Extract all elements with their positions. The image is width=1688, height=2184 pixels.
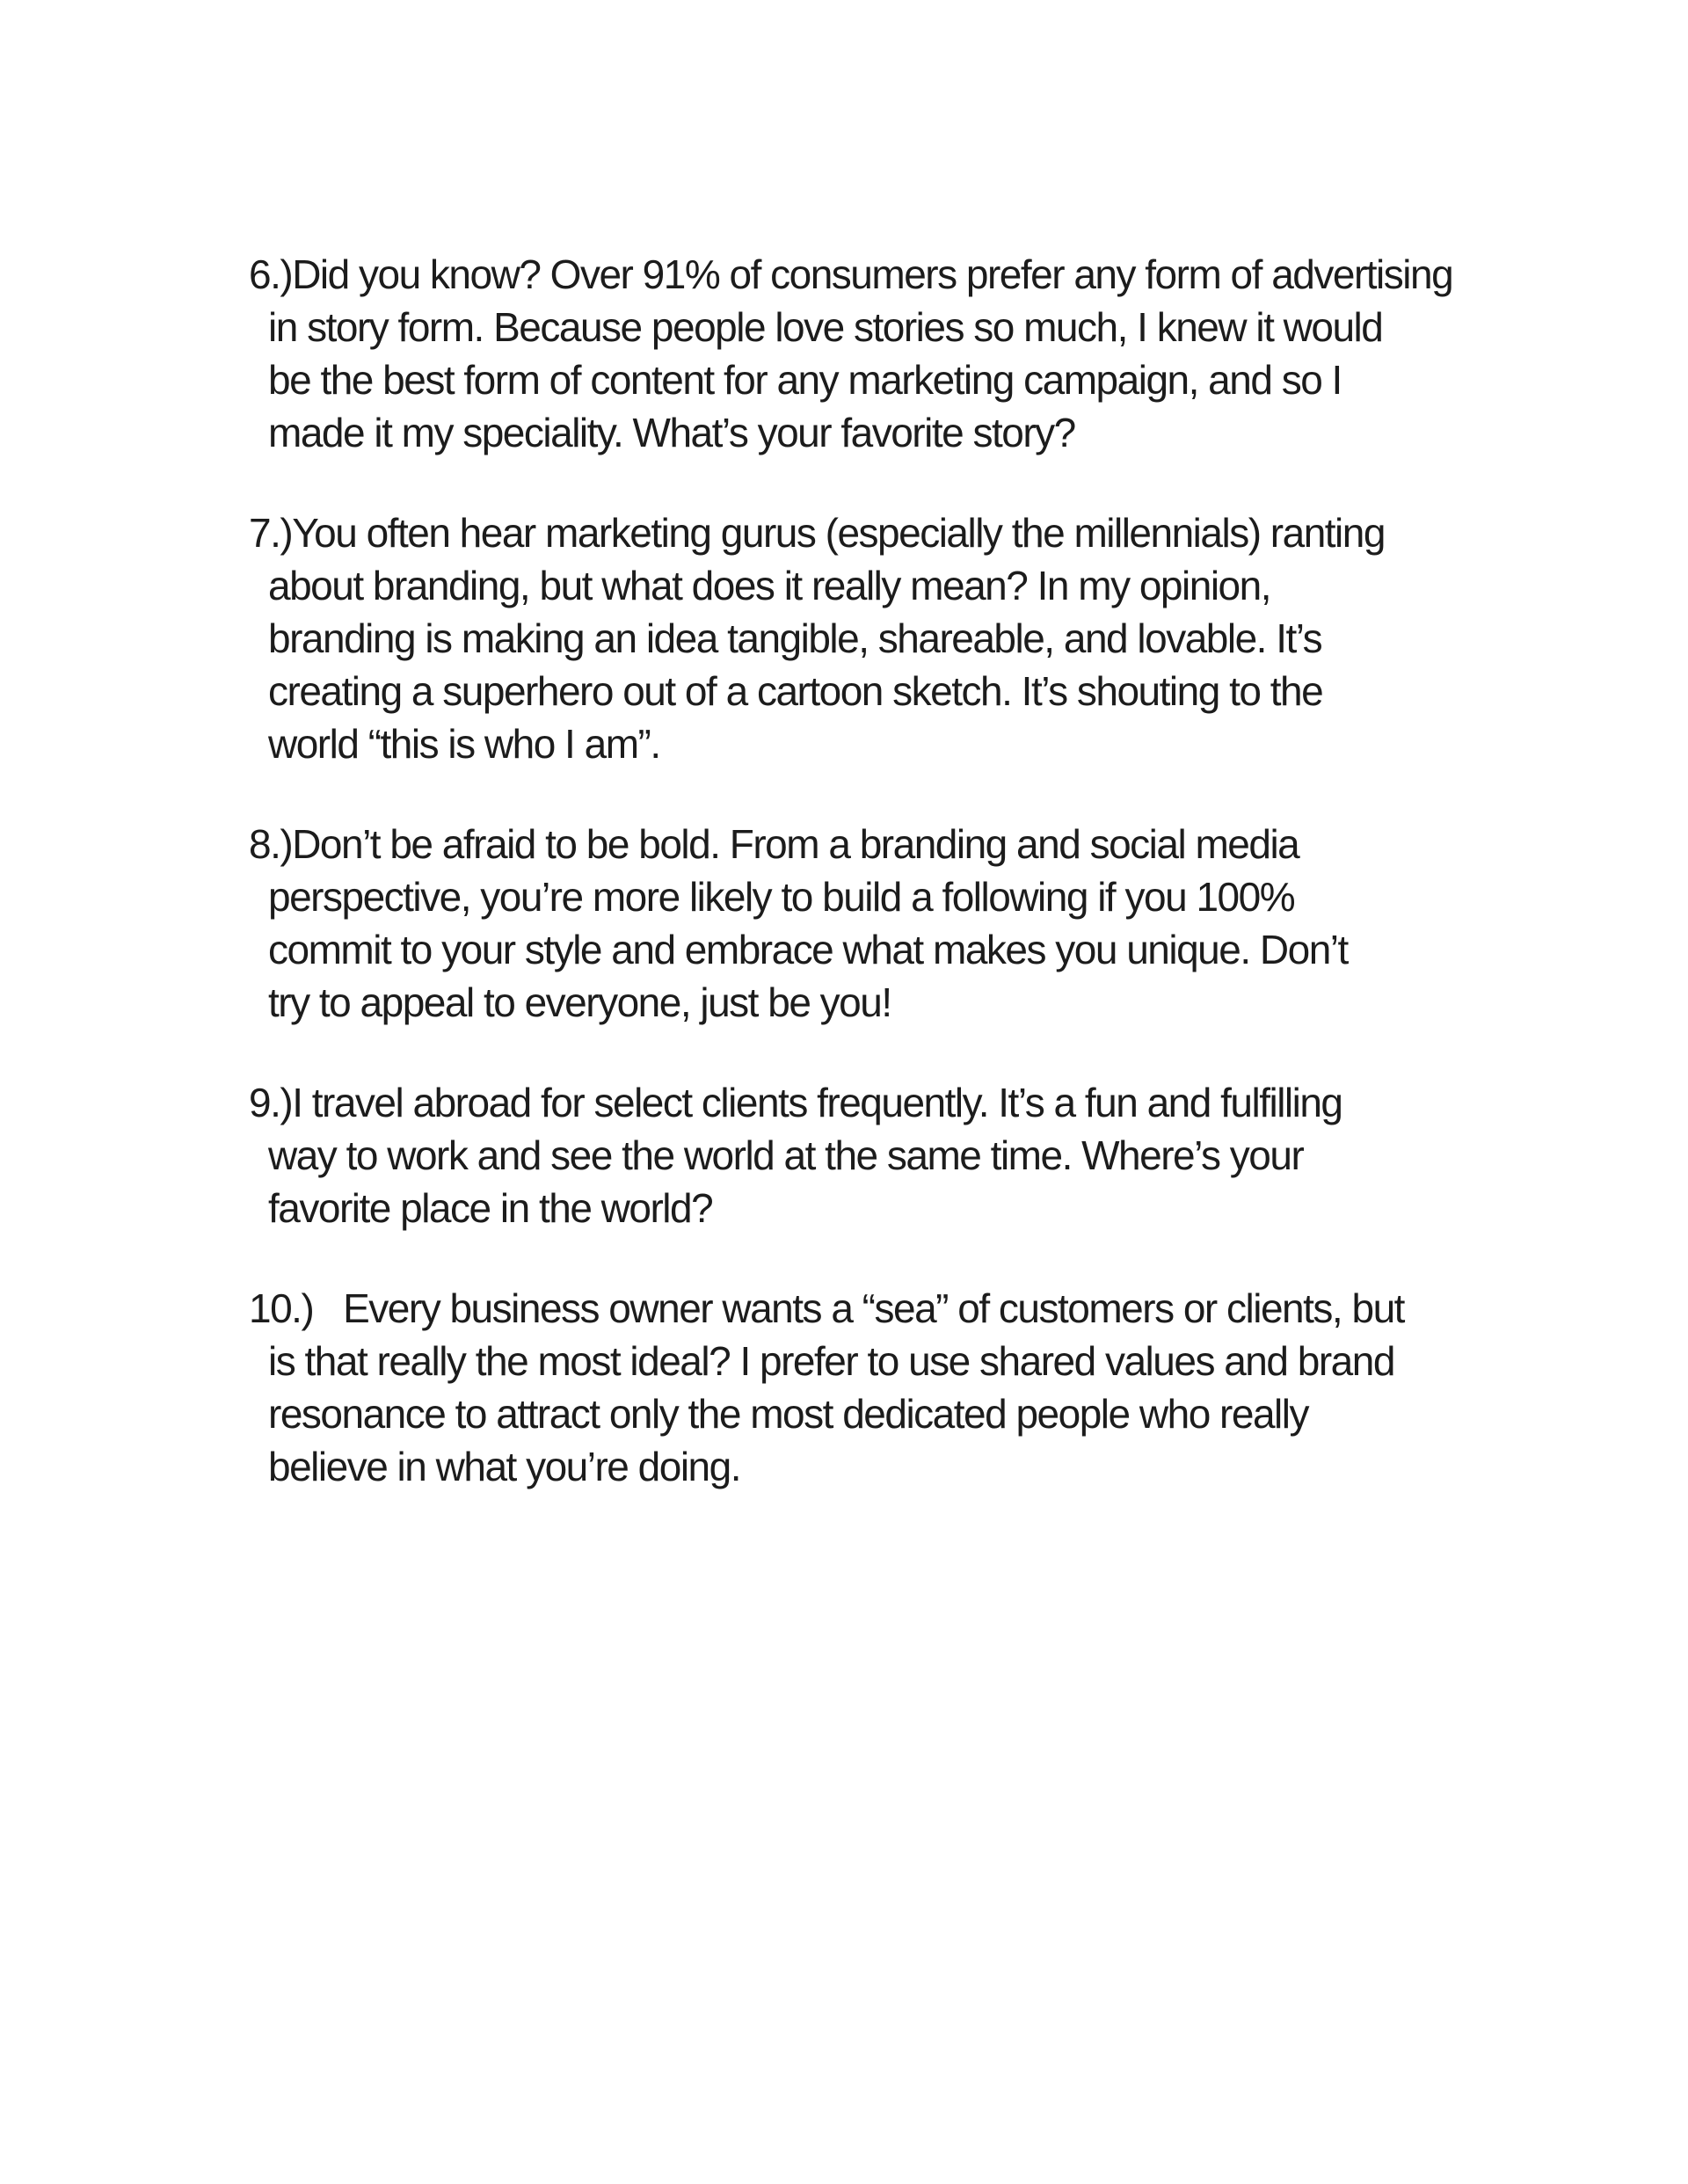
text-line: [249, 506, 1525, 559]
list-marker: 6.): [249, 251, 293, 297]
text-line: try to appeal to everyone, just be you!: [268, 979, 891, 1025]
text-line: [249, 818, 1525, 870]
list-marker: 7.): [249, 510, 293, 556]
numbered-list: [249, 248, 1525, 1493]
list-item-8: [249, 818, 1525, 1029]
list-item-7: [249, 506, 1525, 770]
first-line-text: I travel abroad for select clients frequently. It’s a fun and fulfilling: [292, 1080, 1342, 1125]
list-item-6: [249, 248, 1525, 459]
list-item-9: [249, 1076, 1525, 1234]
first-line-text: Don’t be afraid to be bold. From a branding and social media: [292, 821, 1299, 867]
first-line-text: Every business owner wants a “sea” of customers or clients, but: [313, 1285, 1404, 1331]
text-line: in story form. Because people love stories so much, I knew it would: [268, 304, 1383, 350]
text-line: perspective, you’re more likely to build a following if you 100%: [268, 874, 1295, 920]
text-line: branding is making an idea tangible, shareable, and lovable. It’s: [268, 615, 1322, 661]
first-line-text: You often hear marketing gurus (especially the millennials) ranting: [292, 510, 1385, 556]
list-marker: 8.): [249, 821, 293, 867]
list-item-10: [249, 1282, 1525, 1493]
text-line: made it my speciality. What’s your favorite story?: [268, 410, 1075, 455]
list-marker: 9.): [249, 1080, 293, 1125]
text-line: way to work and see the world at the same time. Where’s your: [268, 1132, 1304, 1178]
text-line: believe in what you’re doing.: [268, 1444, 740, 1489]
text-line: is that really the most ideal? I prefer to use shared values and brand: [268, 1338, 1394, 1384]
list-marker: 10.): [249, 1285, 314, 1331]
text-line: [249, 1282, 1525, 1335]
text-line: [249, 248, 1525, 301]
text-line: resonance to attract only the most dedicated people who really: [268, 1391, 1308, 1437]
text-line: favorite place in the world?: [268, 1185, 713, 1231]
first-line-text: Did you know? Over 91% of consumers prefer any form of advertising: [292, 251, 1453, 297]
text-line: world “this is who I am”.: [268, 721, 660, 767]
text-line: about branding, but what does it really mean? In my opinion,: [268, 563, 1270, 608]
text-line: creating a superhero out of a cartoon sketch. It’s shouting to the: [268, 668, 1323, 714]
text-line: be the best form of content for any marketing campaign, and so I: [268, 357, 1342, 403]
text-line: commit to your style and embrace what makes you unique. Don’t: [268, 927, 1348, 972]
text-line: [249, 1076, 1525, 1129]
